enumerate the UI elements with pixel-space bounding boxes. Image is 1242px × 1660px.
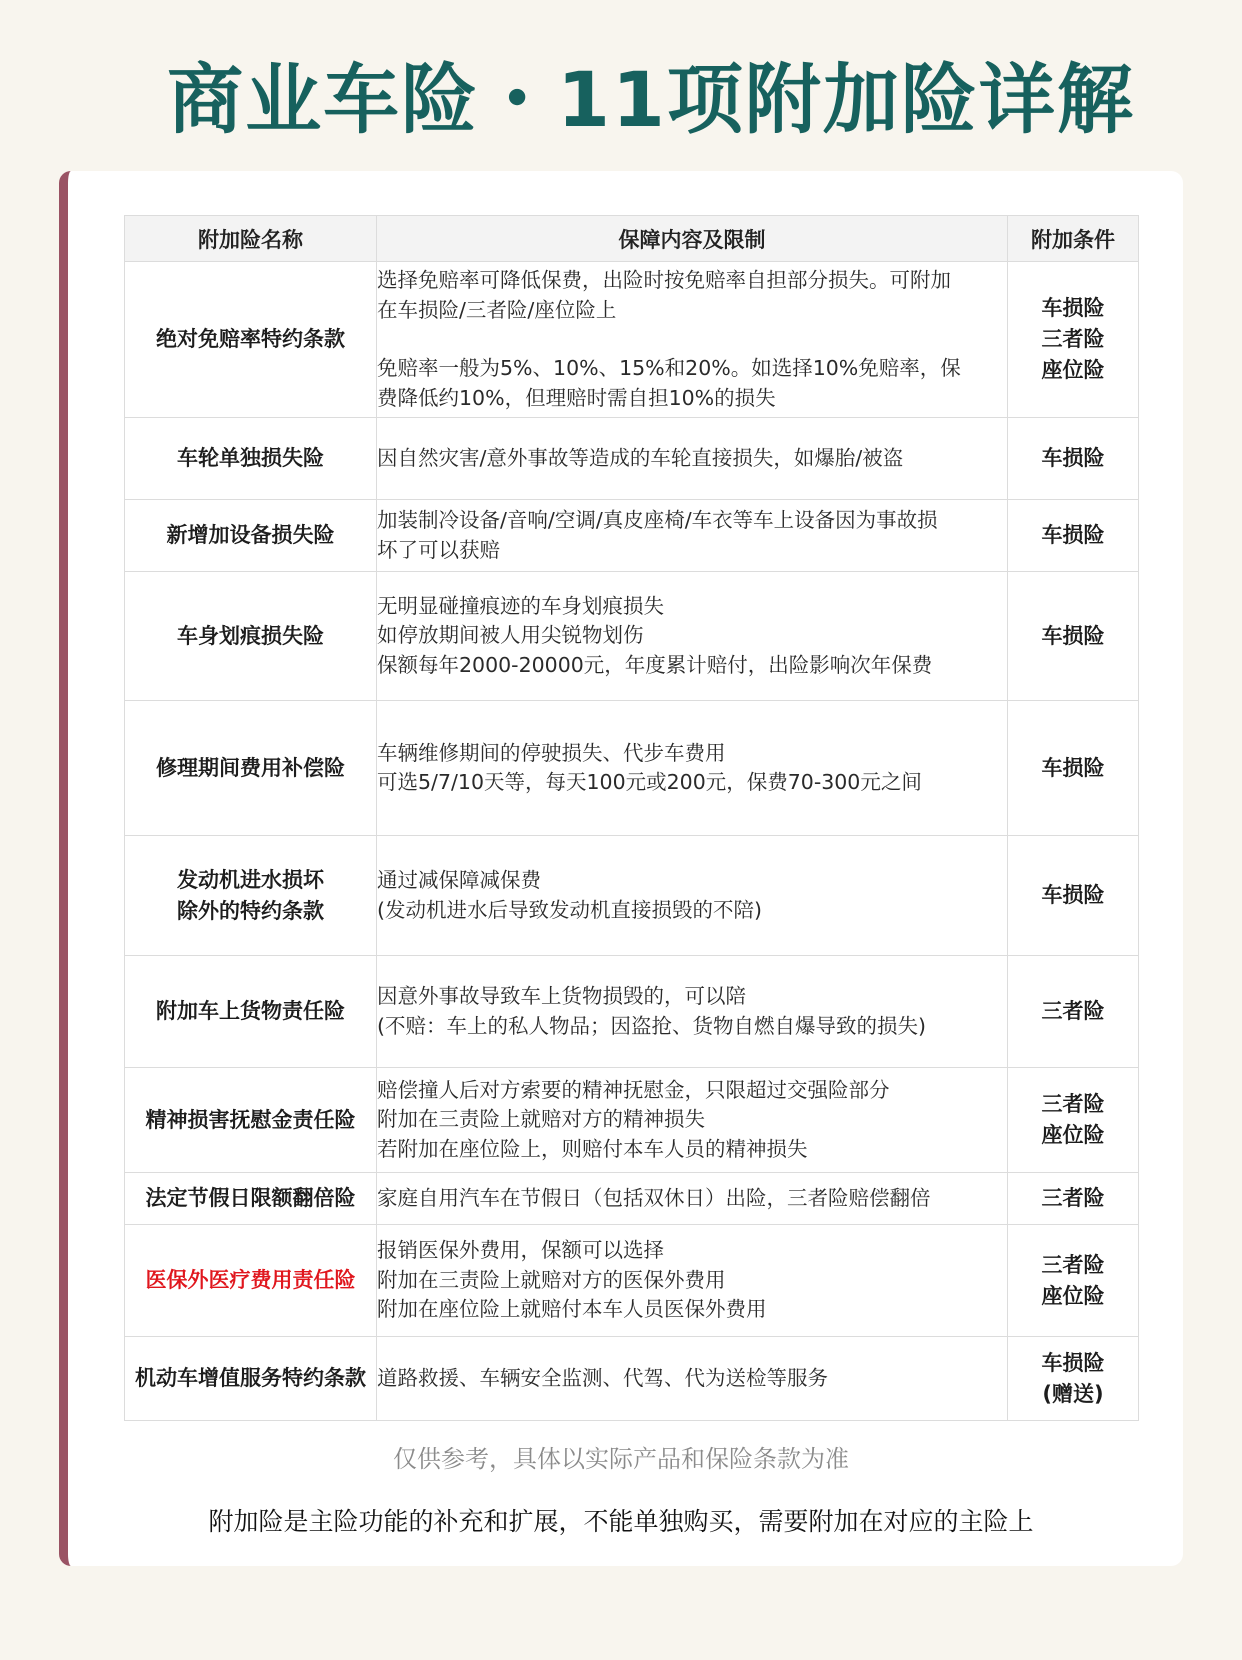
table-row [125, 262, 1139, 418]
coverage-content [377, 836, 1008, 956]
content-line: 通过减保障减保费 [377, 868, 541, 892]
insurance-name [125, 1173, 377, 1225]
disclaimer-note: 仅供参考，具体以实际产品和保险条款为准 [393, 1445, 849, 1473]
name-line: 精神损害抚慰金责任险 [145, 1107, 356, 1132]
insurance-name [125, 836, 377, 956]
insurance-name [125, 1337, 377, 1421]
content-line: (不赔：车上的私人物品；因盗抢、货物自燃自爆导致的损失) [377, 1013, 926, 1038]
content-line: 选择免赔率可降低保费，出险时按免赔率自担部分损失。可附加 [377, 268, 951, 292]
content-line: 加装制冷设备/音响/空调/真皮座椅/车衣等车上设备因为事故损 [377, 508, 938, 532]
attach-conditions [1008, 956, 1139, 1068]
content-line: 可选5/7/10天等，每天100元或200元，保费70-300元之间 [377, 770, 922, 794]
condition-item: (赠送) [1042, 1381, 1104, 1406]
attach-conditions [1008, 500, 1139, 572]
content-line: 若附加在座位险上，则赔付本车人员的精神损失 [377, 1136, 808, 1161]
insurance-name [125, 418, 377, 500]
page-title-text: 商业车险・11项附加险详解 [167, 55, 1135, 144]
condition-item: 车损险 [1041, 523, 1105, 547]
insurance-name-highlighted [125, 1225, 377, 1337]
condition-item: 三者险 [1041, 1186, 1105, 1210]
header-conditions: 附加条件 [1008, 216, 1139, 262]
coverage-content [377, 701, 1008, 836]
table-row [125, 500, 1139, 572]
content-line: 费降低约10%，但理赔时需自担10%的损失 [377, 385, 776, 410]
table-row [125, 956, 1139, 1068]
insurance-name [125, 1068, 377, 1173]
content-line: 报销医保外费用，保额可以选择 [377, 1238, 664, 1263]
table-row [125, 836, 1139, 956]
content-line: 因意外事故导致车上货物损毁的，可以陪 [377, 984, 746, 1008]
name-line: 修理期间费用补偿险 [156, 755, 345, 780]
content-line: 在车损险/三者险/座位险上 [377, 297, 617, 322]
condition-item: 车损险 [1041, 883, 1105, 907]
content-line: 坏了可以获赔 [377, 537, 500, 562]
table-row [125, 418, 1139, 500]
attach-conditions [1008, 1173, 1139, 1225]
table-row [125, 1225, 1139, 1337]
table-row [125, 572, 1139, 701]
content-spacer [377, 325, 1007, 354]
coverage-content [377, 1068, 1008, 1173]
insurance-name [125, 500, 377, 572]
name-line: 医保外医疗费用责任险 [145, 1268, 356, 1292]
condition-item: 三者险 [1041, 327, 1105, 351]
name-line: 机动车增值服务特约条款 [135, 1366, 366, 1390]
attach-conditions [1008, 1225, 1139, 1337]
name-line: 发动机进水损坏 [177, 867, 324, 892]
content-line: 免赔率一般为5%、10%、15%和20%。如选择10%免赔率，保 [377, 356, 961, 380]
condition-item: 车损险 [1041, 1350, 1105, 1375]
page-title [0, 52, 1242, 148]
attach-conditions [1008, 1337, 1139, 1421]
insurance-name [125, 956, 377, 1068]
coverage-content [377, 1225, 1008, 1337]
attach-conditions [1008, 1068, 1139, 1173]
content-line: 保额每年2000-20000元，年度累计赔付，出险影响次年保费 [377, 652, 933, 677]
content-line: 车辆维修期间的停驶损失、代步车费用 [377, 740, 726, 765]
insurance-table [124, 215, 1139, 1421]
content-line: 无明显碰撞痕迹的车身划痕损失 [377, 593, 664, 618]
coverage-content [377, 1173, 1008, 1225]
content-line: 家庭自用汽车在节假日（包括双休日）出险，三者险赔偿翻倍 [377, 1185, 931, 1210]
name-line: 车轮单独损失险 [177, 446, 324, 470]
table-row [125, 1068, 1139, 1173]
content-line: (发动机进水后导致发动机直接损毁的不陪) [377, 897, 762, 922]
coverage-content [377, 1337, 1008, 1421]
content-line: 附加在三责险上就赔对方的医保外费用 [377, 1267, 726, 1292]
condition-item: 座位险 [1041, 1123, 1105, 1147]
condition-item: 车损险 [1041, 623, 1105, 648]
insurance-name [125, 701, 377, 836]
condition-item: 车损险 [1041, 755, 1105, 780]
table-row [125, 701, 1139, 836]
content-line: 附加在三责险上就赔对方的精神损失 [377, 1107, 705, 1132]
name-line: 新增加设备损失险 [166, 523, 335, 547]
header-name: 附加险名称 [125, 216, 377, 262]
content-line: 附加在座位险上就赔付本车人员医保外费用 [377, 1297, 767, 1322]
content-line: 因自然灾害/意外事故等造成的车轮直接损失，如爆胎/被盗 [377, 445, 904, 470]
content-line: 如停放期间被人用尖锐物划伤 [377, 623, 644, 648]
attach-conditions [1008, 418, 1139, 500]
table-row [125, 1173, 1139, 1225]
condition-item: 座位险 [1041, 1283, 1105, 1308]
table-row [125, 1337, 1139, 1421]
coverage-content [377, 418, 1008, 500]
name-line: 绝对免赔率特约条款 [156, 327, 345, 351]
condition-item: 车损险 [1041, 296, 1105, 320]
coverage-content [377, 956, 1008, 1068]
content-line: 道路救援、车辆安全监测、代驾、代为送检等服务 [377, 1365, 828, 1390]
insurance-name [125, 572, 377, 701]
header-content: 保障内容及限制 [377, 216, 1008, 262]
table-header-row [125, 216, 1139, 262]
condition-item: 车损险 [1041, 446, 1105, 470]
condition-item: 三者险 [1041, 999, 1105, 1023]
attach-conditions [1008, 836, 1139, 956]
condition-item: 三者险 [1041, 1252, 1105, 1277]
coverage-content [377, 262, 1008, 418]
coverage-content [377, 572, 1008, 701]
condition-item: 三者险 [1041, 1092, 1105, 1116]
name-line: 附加车上货物责任险 [156, 999, 345, 1023]
content-line: 赔偿撞人后对方索要的精神抚慰金，只限超过交强险部分 [377, 1077, 890, 1102]
attach-conditions [1008, 701, 1139, 836]
attach-conditions [1008, 262, 1139, 418]
name-line: 除外的特约条款 [177, 898, 324, 923]
insurance-name [125, 262, 377, 418]
condition-item: 座位险 [1041, 358, 1105, 382]
name-line: 法定节假日限额翻倍险 [145, 1186, 356, 1210]
name-line: 车身划痕损失险 [177, 623, 324, 648]
coverage-content [377, 500, 1008, 572]
attach-conditions [1008, 572, 1139, 701]
summary-text: 附加险是主险功能的补充和扩展，不能单独购买，需要附加在对应的主险上 [208, 1507, 1034, 1536]
